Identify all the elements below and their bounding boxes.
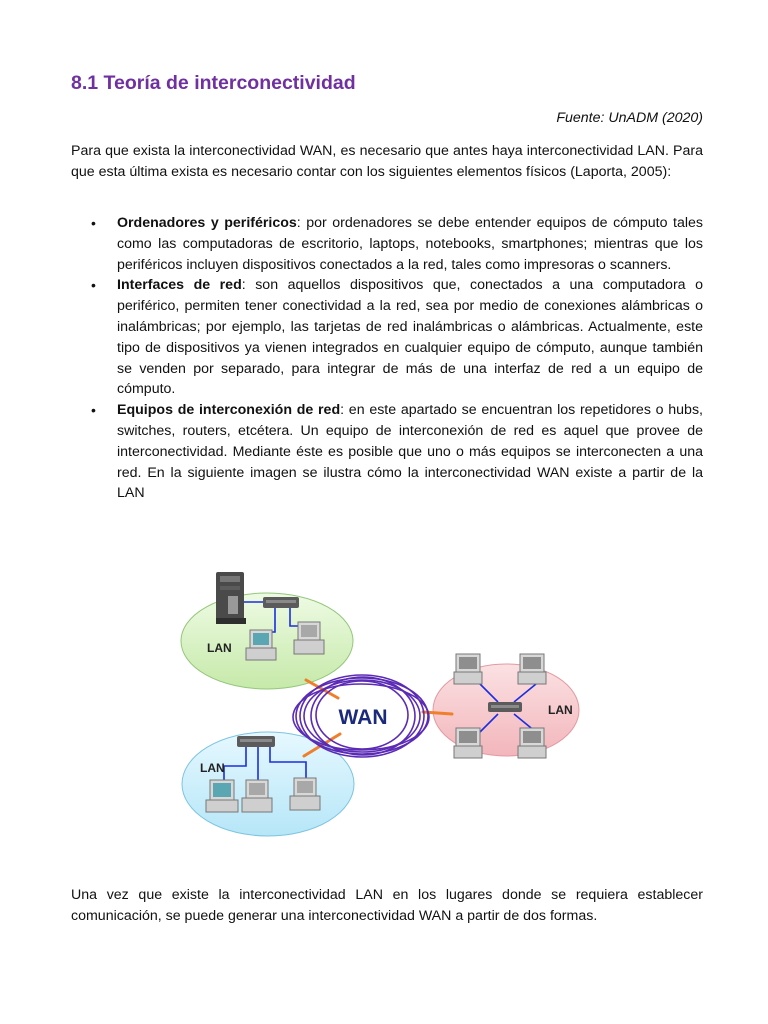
switch-icon: [488, 702, 522, 712]
computer-icon: [518, 728, 546, 758]
lan-top-label: LAN: [207, 641, 232, 655]
list-item: [71, 400, 703, 504]
bullet-icon: •: [91, 277, 96, 294]
bullet-icon: •: [91, 402, 96, 419]
network-diagram-svg: [180, 566, 580, 856]
computer-icon: [454, 728, 482, 758]
list-item-text: : son aquellos dispositivos que, conectados a una computadora o periférico, permiten tener conectividad a la red, sea por medio de conexiones alámbricas o inalámbricas; por ejemplo, las tarjetas de red inalámbricas o alámbricas. Actualmente, este tipo de dispositivos ya vienen integrados en cualquier equipo de cómputo, aunque también se venden por separado, para integrar de más de una interfaz de red a un equipo de cómputo.: [117, 277, 703, 398]
closing-paragraph: Una vez que existe la interconectividad LAN en los lugares donde se requiera establecer comunicación, se puede generar una interconectividad WAN a partir de dos formas.: [71, 887, 703, 924]
wan-label: WAN: [338, 706, 388, 729]
intro-paragraph: Para que exista la interconectividad WAN, es necesario que antes haya interconectividad LAN. Para que esta última exista es necesario contar con los siguientes elementos físicos (Laporta, 2005):: [71, 143, 703, 180]
server-icon: [216, 572, 246, 624]
network-diagram: [180, 566, 580, 856]
computer-icon: [246, 630, 276, 660]
lan-bottom-label: LAN: [200, 761, 225, 775]
list-item: [71, 213, 703, 275]
list-item-text: : por ordenadores se debe entender equipos de cómputo tales como las computadoras de escritorio, laptops, notebooks, smartphones; mientras que los periféricos incluyen dispositivos conectados a la red, tales como impresoras o scanners.: [117, 215, 703, 273]
lan-right-label: LAN: [548, 703, 573, 717]
elements-list: [71, 213, 703, 504]
computer-icon: [518, 654, 546, 684]
section-heading: 8.1 Teoría de interconectividad: [71, 72, 356, 94]
list-item: [71, 275, 703, 400]
computer-icon: [454, 654, 482, 684]
list-item-term: Ordenadores y periféricos: [117, 215, 297, 231]
hub-icon: [237, 736, 275, 747]
source-citation: Fuente: UnADM (2020): [556, 110, 703, 126]
list-item-term: Interfaces de red: [117, 277, 242, 294]
bullet-icon: •: [91, 215, 96, 231]
computer-icon: [290, 778, 320, 810]
computer-icon: [294, 622, 324, 654]
list-item-term: Equipos de interconexión de red: [117, 402, 341, 419]
list-item-text: : en este apartado se encuentran los repetidores o hubs, switches, routers, etcétera. Un equipo de interconexión de red es aquel que provee de interconectividad. Mediante éste es posible que uno o más equipos se interconecten a una red. En la siguiente imagen se ilustra cómo la interconectividad WAN existe a partir de la LAN: [117, 402, 703, 502]
computer-icon: [206, 780, 238, 812]
hub-icon: [263, 597, 299, 608]
computer-icon: [242, 780, 272, 812]
